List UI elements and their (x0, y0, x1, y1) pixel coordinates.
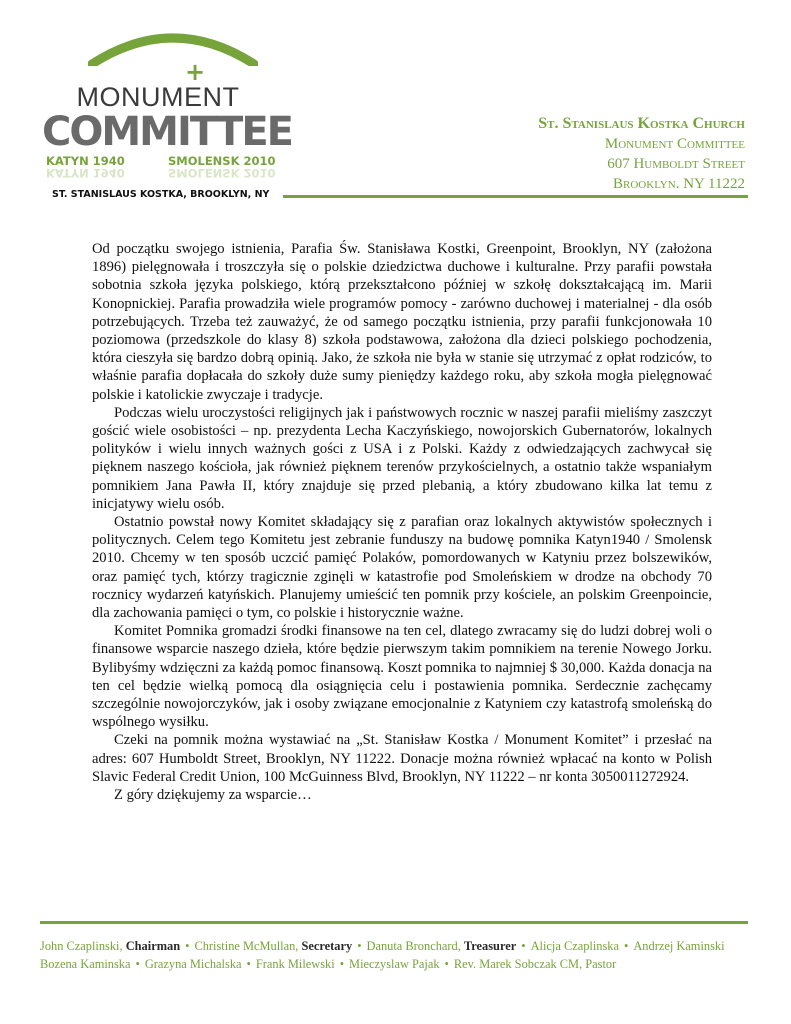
logo-tag-katyn: KATYN 1940 (46, 154, 125, 168)
city-address: Brooklyn. NY 11222 (613, 176, 745, 192)
member-name: Christine McMullan, (194, 939, 299, 953)
bullet-separator: • (357, 939, 362, 953)
member-role: Chairman (125, 939, 181, 953)
letter-paragraph: Czeki na pomnik można wystawiać na „St. Stanisław Kostka / Monument Komitet” i przesłać na adres: 607 Humboldt Street, Brooklyn, NY 11222. Donacje można również wpłacać na konto w Polish Slavic Federal Credit Union, 100 McGuinness Blvd, Brooklyn, NY 11222 – nr konta 3050011272924. (92, 732, 712, 785)
bullet-separator: • (624, 939, 629, 953)
letter-closing: Z góry dziękujemy za wsparcie… (114, 787, 312, 804)
member-name: Andrzej Kaminski (633, 939, 725, 953)
monument-committee-logo (40, 26, 292, 206)
member-name: Grazyna Michalska (144, 957, 242, 971)
church-name: St. Stanislaus Kostka Church (538, 115, 745, 132)
bullet-separator: • (185, 939, 190, 953)
committee-member (256, 957, 335, 971)
committee-member (633, 939, 724, 953)
committee-member (194, 939, 352, 953)
bullet-separator: • (444, 957, 449, 971)
committee-member (349, 957, 440, 971)
logo-title-top: MONUMENT (76, 82, 240, 112)
logo-parish-line: ST. STANISLAUS KOSTKA, BROOKLYN, NY (52, 189, 270, 200)
letter-paragraph: Ostatnio powstał nowy Komitet składający się z parafian oraz lokalnych aktywistów społecznych i politycznych. Celem tego Komitetu jest zebranie funduszy na budowę pomnika Katyn1940 / Smolensk 2010. Chcemy w ten sposób uczcić pamięć Polaków, pomordowanych w Katyniu przez bolszewików, oraz pamięć tych, którzy tragicznie zginęli w katastrofie pod Smoleńskiem w drodze na obchody 70 rocznicy wydarzeń katyńskich. Planujemy umieścić ten pomnik przy kościele, an polskim Greenpoincie, dla zachowania pamięci o tym, co polskie i historycznie ważne. (92, 514, 712, 622)
street-address: 607 Humboldt Street (607, 156, 745, 172)
committee-member (40, 939, 180, 953)
committee-name: Monument Committee (604, 136, 745, 152)
cross-icon: + (184, 58, 206, 86)
logo-tag-smolensk-reflection: SMOLENSK 2010 (168, 166, 276, 180)
member-name: Bozena Kaminska (40, 957, 131, 971)
bullet-separator: • (135, 957, 140, 971)
committee-member (367, 939, 517, 953)
arc-icon (88, 26, 258, 66)
header-divider (283, 195, 748, 198)
committee-member (145, 957, 242, 971)
member-role: Secretary (301, 939, 353, 953)
footer-divider (40, 921, 748, 924)
committee-member (454, 957, 616, 971)
letter-body (92, 240, 712, 804)
logo-tag-smolensk: SMOLENSK 2010 (168, 154, 276, 168)
member-name: Rev. Marek Sobczak CM, Pastor (453, 957, 617, 971)
committee-member (531, 939, 619, 953)
logo-title-main: COMMITTEE (42, 109, 292, 155)
letter-paragraph: Od początku swojego istnienia, Parafia Św. Stanisława Kostki, Greenpoint, Brooklyn, NY (założona 1896) pielęgnowała i troszczyła się o polskie dziedzictwa duchowe i kulturalne. Przy parafii powstała sobotnia szkoła języka polskiego, którą przekształcono później w szkołę dokształcającą im. Marii Konopnickiej. Parafia prowadziła wiele programów pomocy - zarówno duchowej i materialnej - dla osób potrzebujących. Trzeba też zauważyć, że od samego początku istnienia, przy parafii funkcjonowała 10 poziomowa (przedszkole do klasy 8) szkoła podstawowa, założona dla dzieci polskiego pochodzenia, która cieszyła się bardzo dobrą opinią. Jako, że szkoła nie była w stanie się utrzymać z opłat rodziców, to właśnie parafia dopłacała do szkoły duże sumy pieniędzy każdego roku, aby szkoła mogła pielęgnować polskie i katolickie zwyczaje i tradycje. (92, 241, 712, 403)
member-name: Mieczyslaw Pajak (349, 957, 440, 971)
bullet-separator: • (339, 957, 345, 971)
member-name: Danuta Bronchard, (366, 939, 461, 953)
member-role: Treasurer (463, 939, 517, 953)
member-name: Alicja Czaplinska (530, 939, 620, 953)
bullet-separator: • (246, 957, 251, 971)
member-name: Frank Milewski (255, 957, 335, 971)
logo-tag-katyn-reflection: KATYN 1940 (46, 166, 125, 180)
member-name: John Czaplinski, (40, 939, 123, 953)
church-address-block (538, 114, 745, 194)
letter-paragraph: Podczas wielu uroczystości religijnych jak i państwowych rocznic w naszej parafii mieliśmy zaszczyt gościć wiele osobistości – np. prezydenta Lecha Kaczyńskiego, nowojorskich Gubernatorów, lokalnych polityków i wielu innych ważnych gości z USA i z Polski. Każdy z odwiedzających zachwycał się pięknem naszego kościoła, jak również pięknem terenów przykościelnych, a ostatnio także wspaniałym pomnikiem Jana Pawła II, który znajduje się przed plebanią, a który zbudowano kilka lat temu z inicjatywy wielu osób. (92, 404, 712, 512)
letter-paragraph: Komitet Pomnika gromadzi środki finansowe na ten cel, dlatego zwracamy się do ludzi dobrej woli o finansowe wsparcie naszego dzieła, które będzie pierwszym takim pomnikiem na terenie Nowego Jorku. Bylibyśmy wdzięczni za każdą pomoc finansową. Koszt pomnika to najmniej $ 30,000. Każda donacja na ten cel będzie wielką pomocą dla osiągnięcia celu i postawienia pomnika. Serdecznie zachęcamy szczególnie nowojorczyków, jak i osoby związane emocjonalnie z Katyniem czy katastrofą smoleńską do wspólnego wysiłku. (92, 623, 712, 731)
bullet-separator: • (521, 939, 526, 953)
committee-members-footer (40, 937, 760, 973)
committee-member (40, 957, 131, 971)
